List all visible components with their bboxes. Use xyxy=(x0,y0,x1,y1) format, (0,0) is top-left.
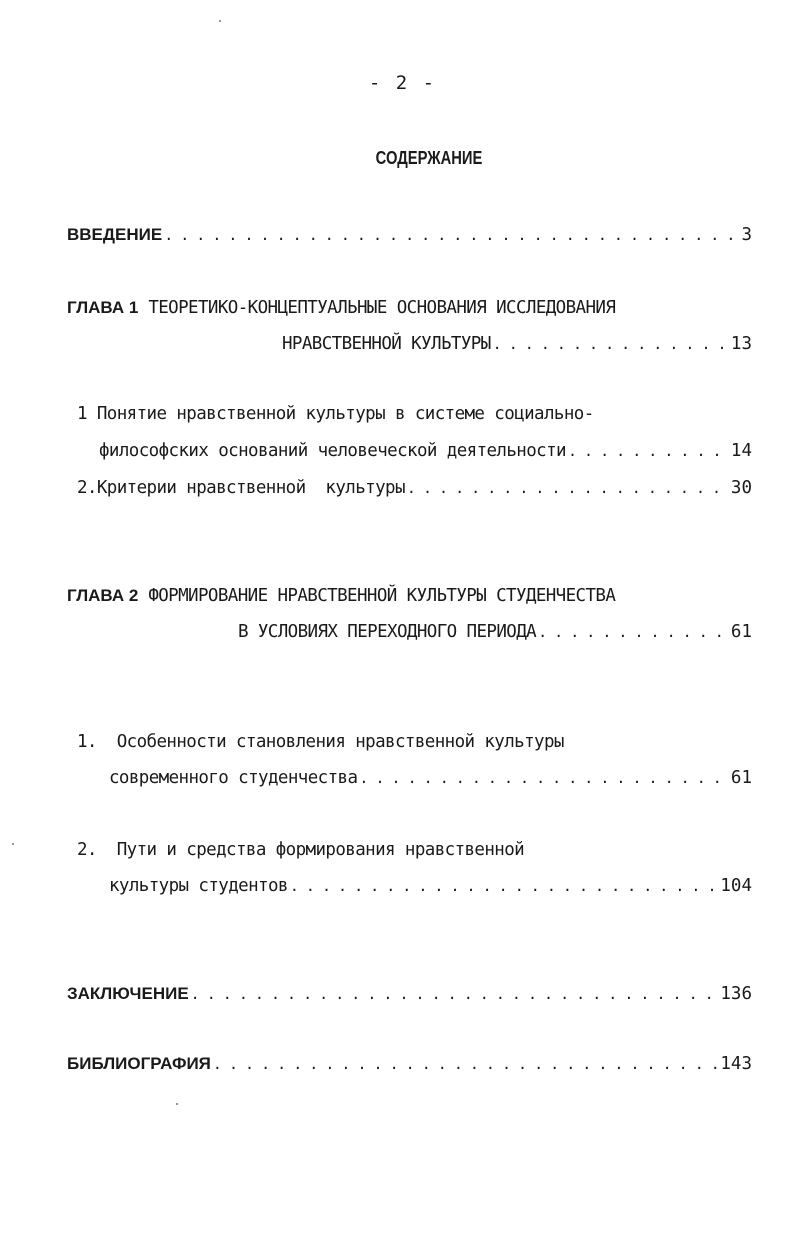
scan-speck xyxy=(176,1103,178,1105)
toc-entry-chapter-1[interactable] xyxy=(282,332,752,356)
chapter-title-line1: ФОРМИРОВАНИЕ НРАВСТВЕННОЙ КУЛЬТУРЫ СТУДЕНЧЕСТВА xyxy=(148,586,616,606)
leader-dots xyxy=(191,982,719,1006)
chapter-label: ГЛАВА 1 xyxy=(67,298,139,317)
chapter-label: ГЛАВА 2 xyxy=(67,586,139,605)
toc-entry-section-2-2[interactable] xyxy=(109,874,752,898)
page-number: - 2 - xyxy=(368,72,437,94)
section-title-line1: 2.Критерии нравственной культуры xyxy=(77,478,405,498)
toc-title: СОДЕРЖАНИЕ xyxy=(375,148,483,168)
section-title-line2: современного студенчества xyxy=(109,768,358,788)
leader-dots xyxy=(164,223,739,247)
toc-entry-page: 14 xyxy=(730,441,752,461)
toc-entry-label: БИБЛИОГРАФИЯ xyxy=(67,1054,211,1073)
section-title-line2: культуры студентов xyxy=(109,876,288,896)
toc-entry-page: 143 xyxy=(720,1054,752,1074)
section-title-line1: 1. Особенности становления нравственной культуры xyxy=(77,732,564,752)
toc-entry-page: 136 xyxy=(720,984,752,1004)
section-title-line2: философских оснований человеческой деятельности xyxy=(99,441,566,461)
chapter-2-heading xyxy=(67,584,767,608)
toc-entry-page: 61 xyxy=(730,622,752,642)
toc-entry-section-1-1[interactable] xyxy=(99,439,752,463)
leader-dots xyxy=(538,620,729,644)
chapter-1-heading xyxy=(67,296,767,320)
toc-entry-page: 104 xyxy=(720,876,752,896)
section-title-line1: 2. Пути и средства формирования нравственной xyxy=(77,840,525,860)
toc-entry-section-2-1[interactable] xyxy=(109,766,752,790)
scan-speck xyxy=(12,843,14,845)
toc-entry-page: 13 xyxy=(730,334,752,354)
toc-entry-label: ВВЕДЕНИЕ xyxy=(67,225,163,244)
toc-entry-chapter-2[interactable] xyxy=(238,620,752,644)
toc-entry-label: ЗАКЛЮЧЕНИЕ xyxy=(67,984,189,1003)
chapter-title-line1: ТЕОРЕТИКО-КОНЦЕПТУАЛЬНЫЕ ОСНОВАНИЯ ИССЛЕДОВАНИЯ xyxy=(148,298,616,318)
section-1-1-line1 xyxy=(77,402,777,426)
scan-speck xyxy=(219,20,221,22)
chapter-title-line2: НРАВСТВЕННОЙ КУЛЬТУРЫ xyxy=(282,334,491,354)
toc-entry-conclusion[interactable] xyxy=(67,982,752,1006)
leader-dots xyxy=(493,332,729,356)
leader-dots xyxy=(359,766,729,790)
toc-entry-page: 3 xyxy=(741,225,752,245)
leader-dots xyxy=(568,439,729,463)
leader-dots xyxy=(407,476,729,500)
section-2-2-line1 xyxy=(77,838,777,862)
toc-entry-page: 61 xyxy=(730,768,752,788)
chapter-title-line2: В УСЛОВИЯХ ПЕРЕХОДНОГО ПЕРИОДА xyxy=(238,622,537,642)
section-title-line1: 1 Понятие нравственной культуры в системе социально- xyxy=(77,404,594,424)
leader-dots xyxy=(213,1052,719,1076)
section-2-1-line1 xyxy=(77,730,777,754)
toc-entry-bibliography[interactable] xyxy=(67,1052,752,1076)
toc-entry-intro[interactable] xyxy=(67,223,752,247)
leader-dots xyxy=(290,874,719,898)
toc-entry-section-1-2[interactable] xyxy=(77,476,752,500)
toc-entry-page: 30 xyxy=(730,478,752,498)
